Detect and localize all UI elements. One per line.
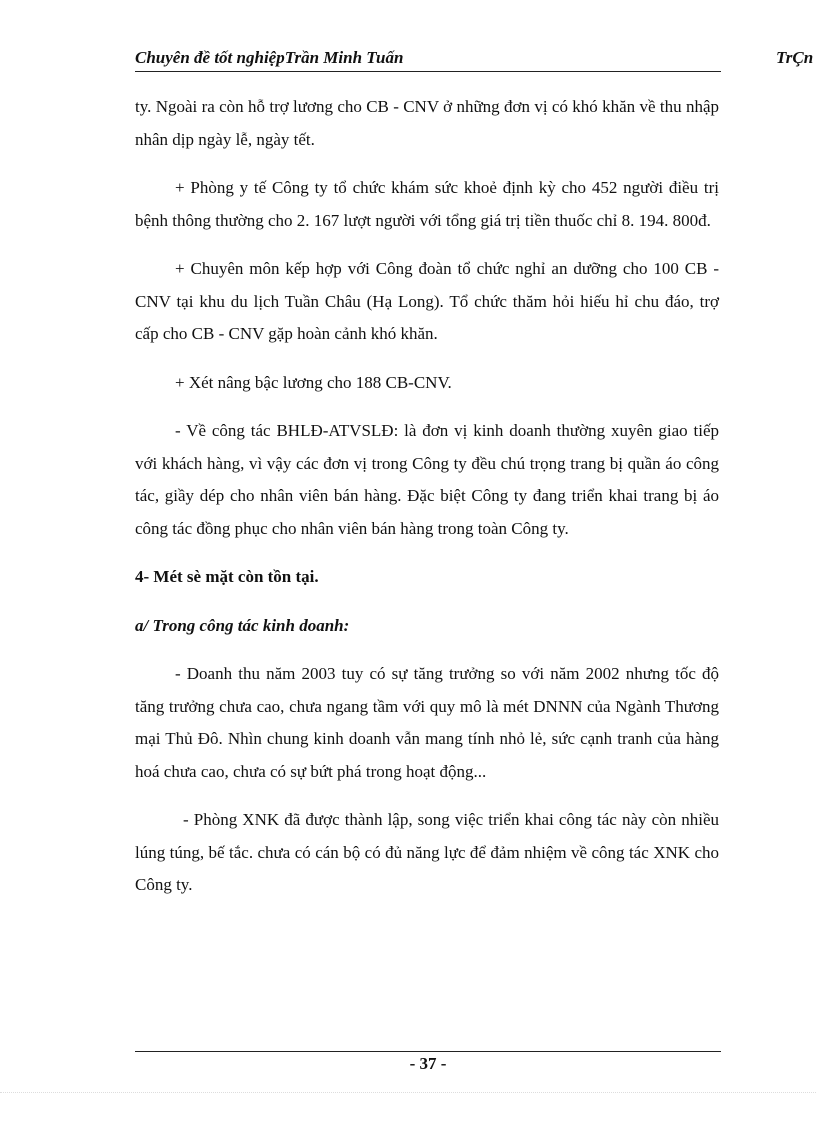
- header-title: Chuyên đề tốt nghiệpTrần Minh Tuấn: [135, 48, 404, 67]
- footer-divider: [135, 1051, 721, 1052]
- paragraph-3: + Chuyên môn kếp hợp với Công đoàn tổ chức nghỉ an dưỡng cho 100 CB - CNV tại khu du lịch Tuần Châu (Hạ Long). Tổ chức thăm hỏi hiếu hỉ chu đáo, trợ cấp cho CB - CNV gặp hoàn cảnh khó khăn.: [135, 259, 719, 343]
- page-number: - 37 -: [409, 1054, 447, 1073]
- document-body: [135, 91, 719, 918]
- subsection-heading: a/ Trong công tác kinh doanh:: [135, 615, 350, 635]
- paragraph-1: ty. Ngoài ra còn hỗ trợ lương cho CB - CNV ở những đơn vị có khó khăn về thu nhập nhân dịp ngày lễ, ngày tết.: [135, 97, 719, 149]
- page-bottom-edge: [0, 1092, 816, 1093]
- section-heading: 4- Mét sè mặt còn tồn tại.: [135, 567, 319, 586]
- paragraph-2: + Phòng y tế Công ty tổ chức khám sức khoẻ định kỳ cho 452 người điều trị bệnh thông thường cho 2. 167 lượt người với tổng giá trị tiền thuốc chỉ 8. 194. 800đ.: [135, 178, 719, 230]
- header-divider: [135, 71, 721, 72]
- paragraph-4: + Xét nâng bậc lương cho 188 CB-CNV.: [175, 372, 452, 392]
- header-author-cutoff: TrÇn: [776, 48, 814, 67]
- paragraph-6: - Doanh thu năm 2003 tuy có sự tăng trưởng so với năm 2002 nhưng tốc độ tăng trưởng chưa cao, chưa ngang tầm với quy mô là mét DNNN của Ngành Thương mại Thủ Đô. Nhìn chung kinh doanh vẫn mang tính nhỏ lẻ, sức cạnh tranh của hàng hoá chưa cao, chưa có sự bứt phá trong hoạt động...: [135, 664, 719, 781]
- paragraph-7: - Phòng XNK đã được thành lập, song việc triển khai công tác này còn nhiều lúng túng, bế tắc. chưa có cán bộ có đủ năng lực để đảm nhiệm về công tác XNK cho Công ty.: [135, 810, 719, 894]
- paragraph-5: - Về công tác BHLĐ-ATVSLĐ: là đơn vị kinh doanh thường xuyên giao tiếp với khách hàng, vì vậy các đơn vị trong Công ty đều chú trọng trang bị quần áo công tác, giầy dép cho nhân viên bán hàng. Đặc biệt Công ty đang triển khai trang bị áo công tác đồng phục cho nhân viên bán hàng trong toàn Công ty.: [135, 421, 719, 538]
